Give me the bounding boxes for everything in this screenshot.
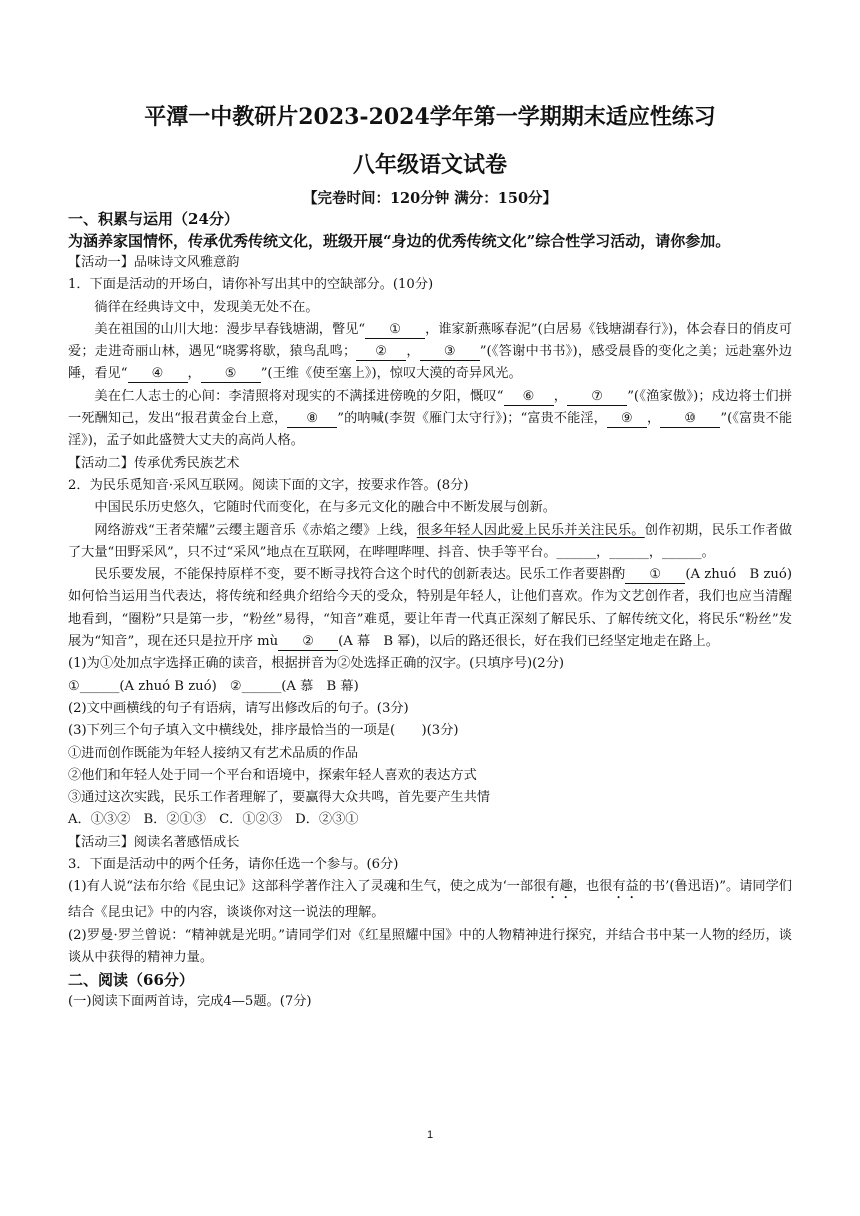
wavy-sentence: 很多年轻人因此爱上民乐并关注民乐。 [416,522,645,538]
q3-text: ，也很 [572,879,613,895]
exam-subtitle: 八年级语文试卷 [352,152,507,178]
q3-text: 的书’(鲁迅语)”。请同学们结合《昆虫记》中的内容，谈谈你对这一说法的理解。 [68,879,792,921]
blank-8: ⑧ [287,411,337,428]
q1-text: ”(《答谢中书书》)，感受晨昏的变化之美；远赴塞外边陲，看见“ [68,344,792,382]
blank-q2-1: ① [625,567,685,584]
q1-stem: 1．下面是活动的开场白，请你补写出其中的空缺部分。(10分) [68,277,434,293]
q3-task2: (2)罗曼·罗兰曾说：“精神就是光明。”请同学们对《红星照耀中国》中的人物精神进行探究，并结合书中某一人物的经历，谈谈从中获得的精神力量。 [68,927,792,965]
dotted-word: 有益 [612,879,639,895]
q2-text: 创作初期，民乐工作者做了大量“田野采风”，只不过“采风”地点在互联网，在哔哩哔哩、抖音、快手等平台。______，______，______。 [68,522,793,560]
q2-text: (A 幕 B 幂)，以后的路还很长，好在我们已经坚定地走在路上。 [338,634,719,650]
section1-intro: 为涵养家国情怀，传承优秀传统文化，班级开展“身边的优秀传统文化”综合性学习活动，请你参加。 [68,232,731,250]
section2-heading: 二、阅读（66分） [68,971,194,990]
blank-q2-2: ② [278,634,338,651]
activity1-label: 【活动一】品味诗文风雅意韵 [68,255,240,270]
blank-5: ⑤ [201,366,261,383]
q1-text: 美在祖国的山川大地：漫步早春钱塘湖，瞥见“ [94,321,366,337]
q2-option-2: ②他们和年轻人处于同一个平台和语境中，探索年轻人喜欢的表达方式 [68,767,477,783]
q1-para2 [68,319,792,386]
q1-text: ， [406,344,420,360]
section2-sub: (一)阅读下面两首诗，完成4—5题。(7分) [68,994,312,1010]
exam-title: 平潭一中教研片2023-2024学年第一学期期末适应性练习 [144,104,716,130]
q1-text: ”(王维《使至塞上》)，惊叹大漠的奇异风光。 [260,366,522,382]
blank-2: ② [356,344,406,361]
q1-text: ”的呐喊(李贺《雁门太守行》)；“富贵不能淫， [337,411,607,427]
blank-3: ③ [420,344,480,361]
q3-stem: 3．下面是活动中的两个任务，请你任选一个参与。(6分) [68,857,399,873]
q1-text: ”(《渔家傲》)；戍边将士们拼一死酬知己，发出“报君黄金台上意， [68,388,792,427]
q2-sub1-answer: ①______(A zhuó B zuó) ②______(A 慕 B 幕) [68,678,359,694]
q2-para1: 中国民乐历史悠久，它随时代而变化，在与多元文化的融合中不断发展与创新。 [94,500,556,516]
q2-sub2: (2)文中画横线的句子有语病，请写出修改后的句子。(3分) [68,700,409,716]
q2-choices: A．①③② B．②①③ C．①②③ D．②③① [68,812,359,828]
q2-stem: 2．为民乐觅知音·采风互联网。阅读下面的文字，按要求作答。(8分) [68,477,469,493]
q1-text: ，谁家新燕啄春泥”(白居易《钱塘湖春行》)，体会春日的俏皮可爱；走进奇丽山林，遇见“晓雾将歇，猿鸟乱鸣； [68,321,792,360]
q2-sub3: (3)下列三个句子填入文中横线处，排序最恰当的一项是( )(3分) [68,723,459,739]
q2-text: (A zhuó B zuó)如何恰当运用当代表达，将传统和经典介绍给今天的受众，特别是年轻人，让他们喜欢。作为文艺创作者，我们也应当清醒地看到，“圈粉”只是第一步，“粉丝”易得，“知音”难觅，要让年青一代真正深刻了解民乐、了解传统文化，将民乐“粉丝”发展为“知音”，现在还只是拉开序 mù [68,567,792,650]
dotted-word: 有趣 [546,879,573,895]
q1-text: 美在仁人志士的心间：李清照将对现实的不满揉进傍晚的夕阳，慨叹“ [94,388,504,404]
q1-text: ， [553,388,568,404]
q3-task1 [68,876,792,924]
q1-para1: 徜徉在经典诗文中，发现美无处不在。 [94,299,319,315]
exam-content [68,208,792,1014]
blank-6: ⑥ [504,389,554,406]
activity2-label: 【活动二】传承优秀民族艺术 [68,455,240,471]
q2-option-1: ①进而创作既能为年轻人接纳又有艺术品质的作品 [68,745,359,761]
section1-heading: 一、积累与运用（24分） [68,210,239,228]
blank-10: ⑩ [660,411,720,428]
activity3-label: 【活动三】阅读名著感悟成长 [68,834,240,850]
q2-sub1: (1)为①处加点字选择正确的读音，根据拼音为②处选择正确的汉字。(只填序号)(2分) [68,656,565,672]
blank-7: ⑦ [567,389,627,406]
page-number: 1 [426,1129,434,1141]
blank-9: ⑨ [607,411,647,428]
q2-text: 网络游戏“王者荣耀”云缨主题音乐《赤焰之缨》上线， [94,522,417,538]
q1-text: ， [187,366,201,382]
exam-meta: 【完卷时间：120分钟 满分：150分】 [302,190,558,207]
q1-text: ”(《富贵不能淫》)，孟子如此盛赞大丈夫的高尚人格。 [68,411,793,449]
q2-option-3: ③通过这次实践，民乐工作者理解了，要赢得大众共鸣，首先要产生共情 [68,790,490,806]
q2-para3 [68,564,792,653]
blank-4: ④ [128,366,188,383]
q3-text: (1)有人说“法布尔给《昆虫记》这部科学著作注入了灵魂和生气，使之成为‘一部很 [68,879,547,895]
q2-para2 [68,520,792,565]
q1-text: ， [646,411,661,427]
blank-1: ① [365,322,425,339]
q2-text: 民乐要发展，不能保持原样不变，要不断寻找符合这个时代的创新表达。民乐工作者要斟酌 [94,567,626,583]
q1-para3 [68,386,792,453]
